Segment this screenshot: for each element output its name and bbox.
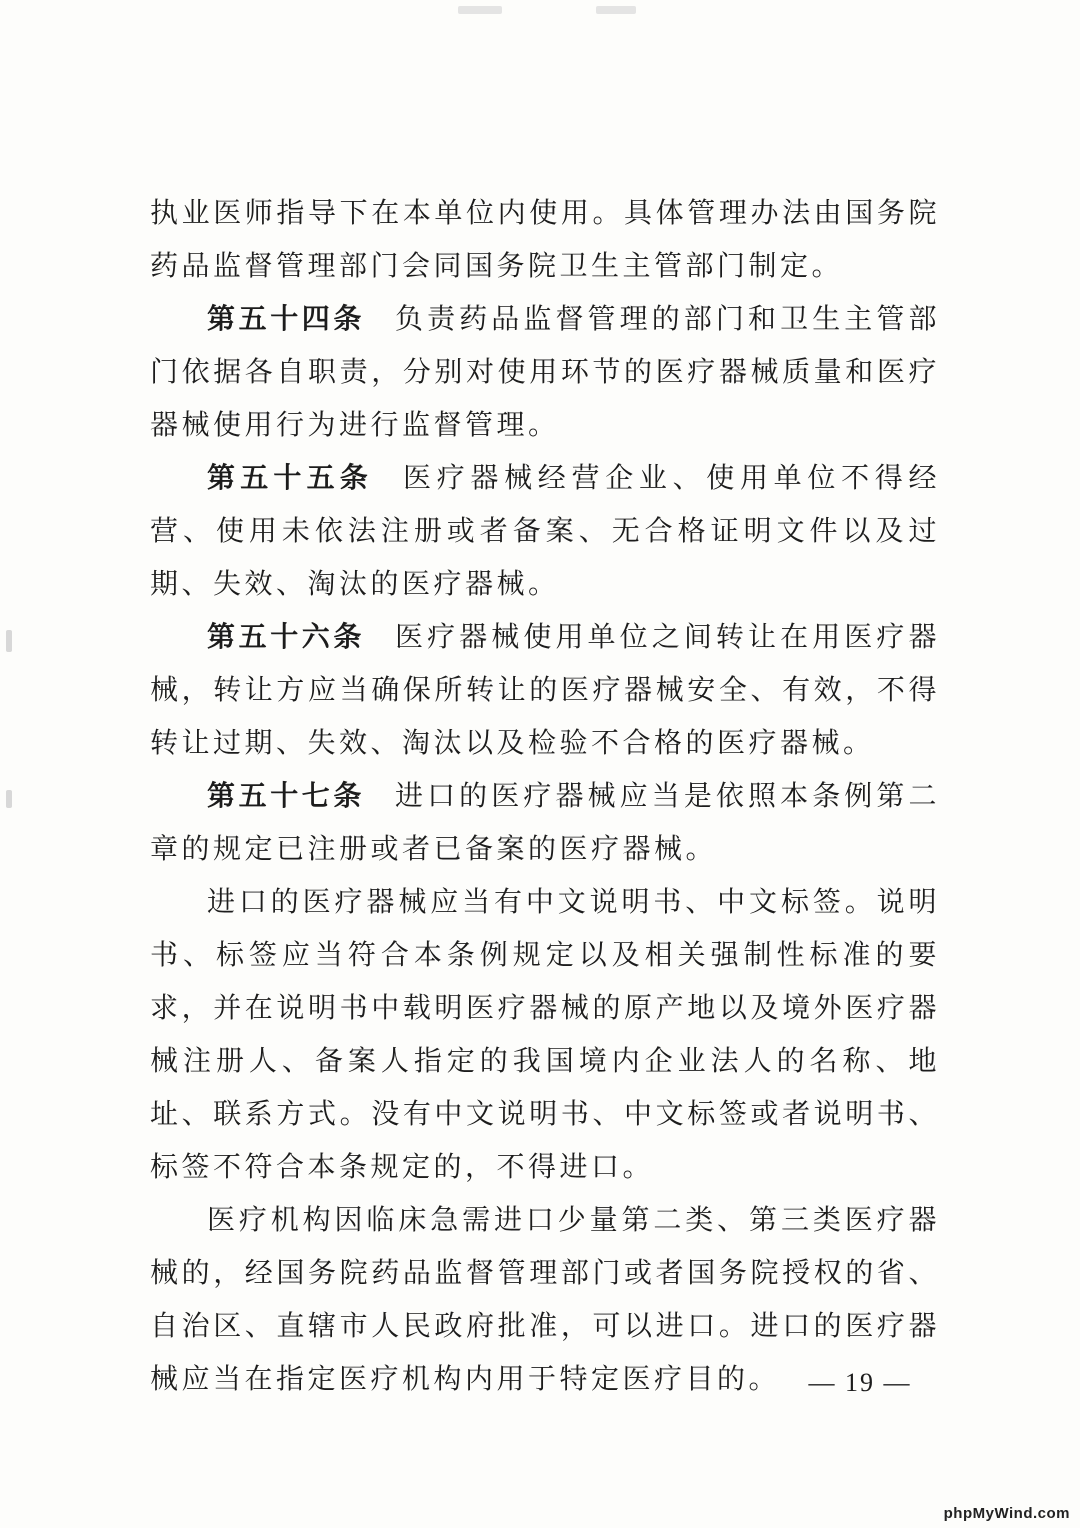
body-text [150,186,940,1405]
article-57: 第五十七条 进口的医疗器械应当是依照本条例第二章的规定已注册或者已备案的医疗器械。 [150,779,940,865]
paragraph: 医疗机构因临床急需进口少量第二类、第三类医疗器械的，经国务院药品监督管理部门或者国务院授权的省、自治区、直辖市人民政府批准，可以进口。进口的医疗器械应当在指定医疗机构内用于特定医疗目的。 [150,1203,940,1395]
article-55: 第五十五条 医疗器械经营企业、使用单位不得经营、使用未依法注册或者备案、无合格证明文件以及过期、失效、淘汰的医疗器械。 [150,461,940,600]
article-heading: 第五十四条 [207,302,365,335]
scan-artifact [6,790,12,808]
scan-artifact [6,630,12,652]
page-number: — 19 — [808,1368,912,1397]
article-54: 第五十四条 负责药品监督管理的部门和卫生主管部门依据各自职责，分别对使用环节的医疗器械质量和医疗器械使用行为进行监督管理。 [150,302,940,441]
article-heading: 第五十七条 [207,779,365,812]
watermark: phpMyWind.com [943,1505,1070,1522]
article-56: 第五十六条 医疗器械使用单位之间转让在用医疗器械，转让方应当确保所转让的医疗器械安全、有效，不得转让过期、失效、淘汰以及检验不合格的医疗器械。 [150,620,940,759]
scan-artifact [596,6,636,14]
article-heading: 第五十五条 [207,461,373,494]
paragraph: 进口的医疗器械应当有中文说明书、中文标签。说明书、标签应当符合本条例规定以及相关强制性标准的要求，并在说明书中载明医疗器械的原产地以及境外医疗器械注册人、备案人指定的我国境内企业法人的名称、地址、联系方式。没有中文说明书、中文标签或者说明书、标签不符合本条规定的，不得进口。 [150,885,940,1183]
article-heading: 第五十六条 [207,620,365,653]
scan-artifact [458,6,502,14]
paragraph-continued: 执业医师指导下在本单位内使用。具体管理办法由国务院药品监督管理部门会同国务院卫生主管部门制定。 [150,196,940,282]
